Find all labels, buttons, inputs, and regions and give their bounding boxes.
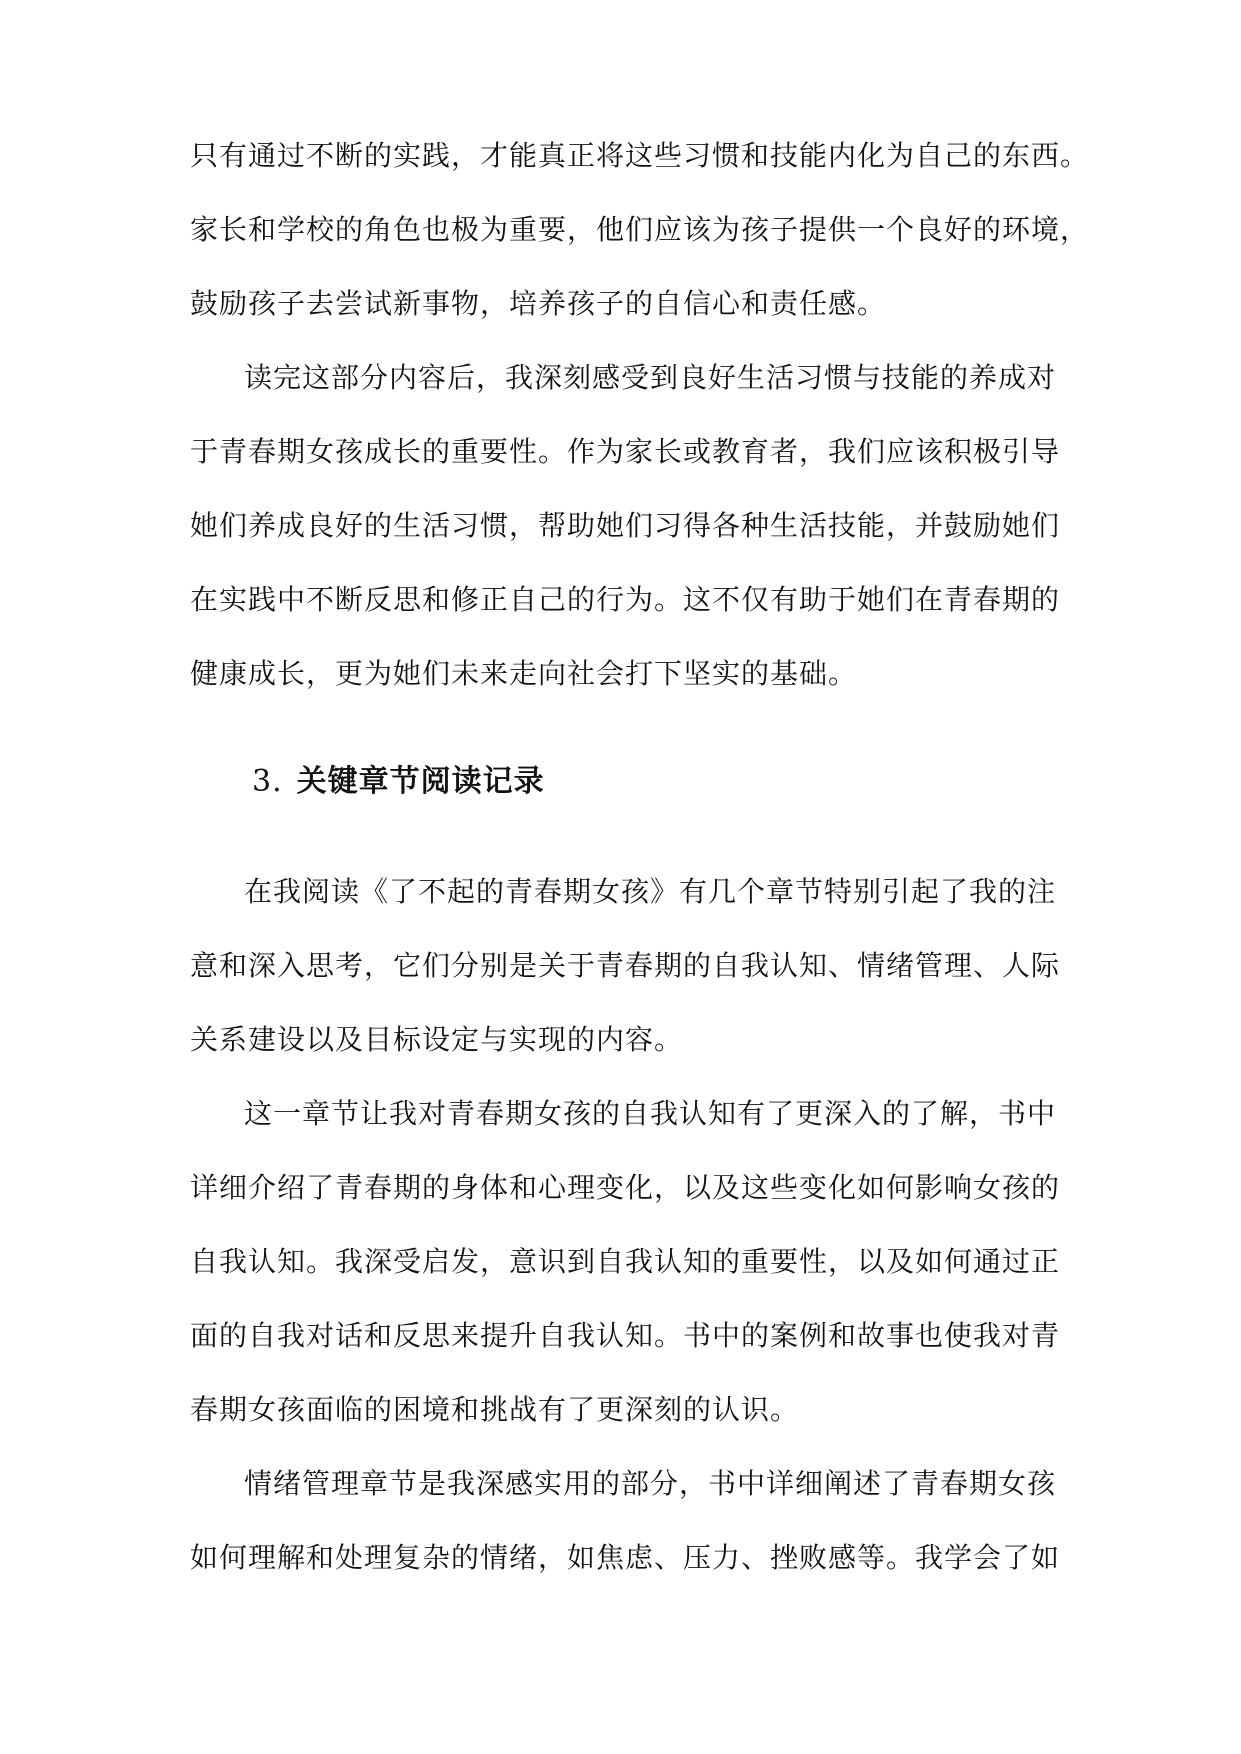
section-title: 关键章节阅读记录 (296, 764, 545, 799)
paragraph-4-line-2: 详细介绍了青春期的身体和心理变化，以及这些变化如何影响女孩的 (190, 1171, 1061, 1204)
paragraph-5-line-2: 如何理解和处理复杂的情绪，如焦虑、压力、挫败感等。我学会了如 (190, 1541, 1061, 1574)
section-number: 3. (252, 764, 283, 799)
paragraph-3-line-1: 在我阅读《了不起的青春期女孩》有几个章节特别引起了我的注 (244, 875, 1057, 908)
paragraph-4-line-5: 春期女孩面临的困境和挑战有了更深刻的认识。 (190, 1393, 800, 1426)
paragraph-2-line-1: 读完这部分内容后，我深刻感受到良好生活习惯与技能的养成对 (244, 361, 1057, 394)
paragraph-4-line-1: 这一章节让我对青春期女孩的自我认知有了更深入的了解，书中 (244, 1097, 1057, 1130)
paragraph-2-line-2: 于青春期女孩成长的重要性。作为家长或教育者，我们应该积极引导 (190, 435, 1061, 468)
paragraph-1-line-3: 鼓励孩子去尝试新事物，培养孩子的自信心和责任感。 (190, 287, 887, 320)
paragraph-1-line-1: 只有通过不断的实践，才能真正将这些习惯和技能内化为自己的东西。 (190, 139, 1090, 172)
paragraph-2-line-4: 在实践中不断反思和修正自己的行为。这不仅有助于她们在青春期的 (190, 583, 1061, 616)
paragraph-3-line-2: 意和深入思考，它们分别是关于青春期的自我认知、情绪管理、人际 (190, 949, 1061, 982)
paragraph-4-line-4: 面的自我对话和反思来提升自我认知。书中的案例和故事也使我对青 (190, 1319, 1061, 1352)
paragraph-3-line-3: 关系建设以及目标设定与实现的内容。 (190, 1023, 684, 1056)
paragraph-5-line-1: 情绪管理章节是我深感实用的部分，书中详细阐述了青春期女孩 (244, 1467, 1057, 1500)
paragraph-4-line-3: 自我认知。我深受启发，意识到自我认知的重要性，以及如何通过正 (190, 1245, 1061, 1278)
section-heading (252, 760, 545, 804)
paragraph-2-line-5: 健康成长，更为她们未来走向社会打下坚实的基础。 (190, 657, 858, 690)
paragraph-2-line-3: 她们养成良好的生活习惯，帮助她们习得各种生活技能，并鼓励她们 (190, 509, 1061, 542)
paragraph-1-line-2: 家长和学校的角色也极为重要，他们应该为孩子提供一个良好的环境， (190, 213, 1090, 246)
